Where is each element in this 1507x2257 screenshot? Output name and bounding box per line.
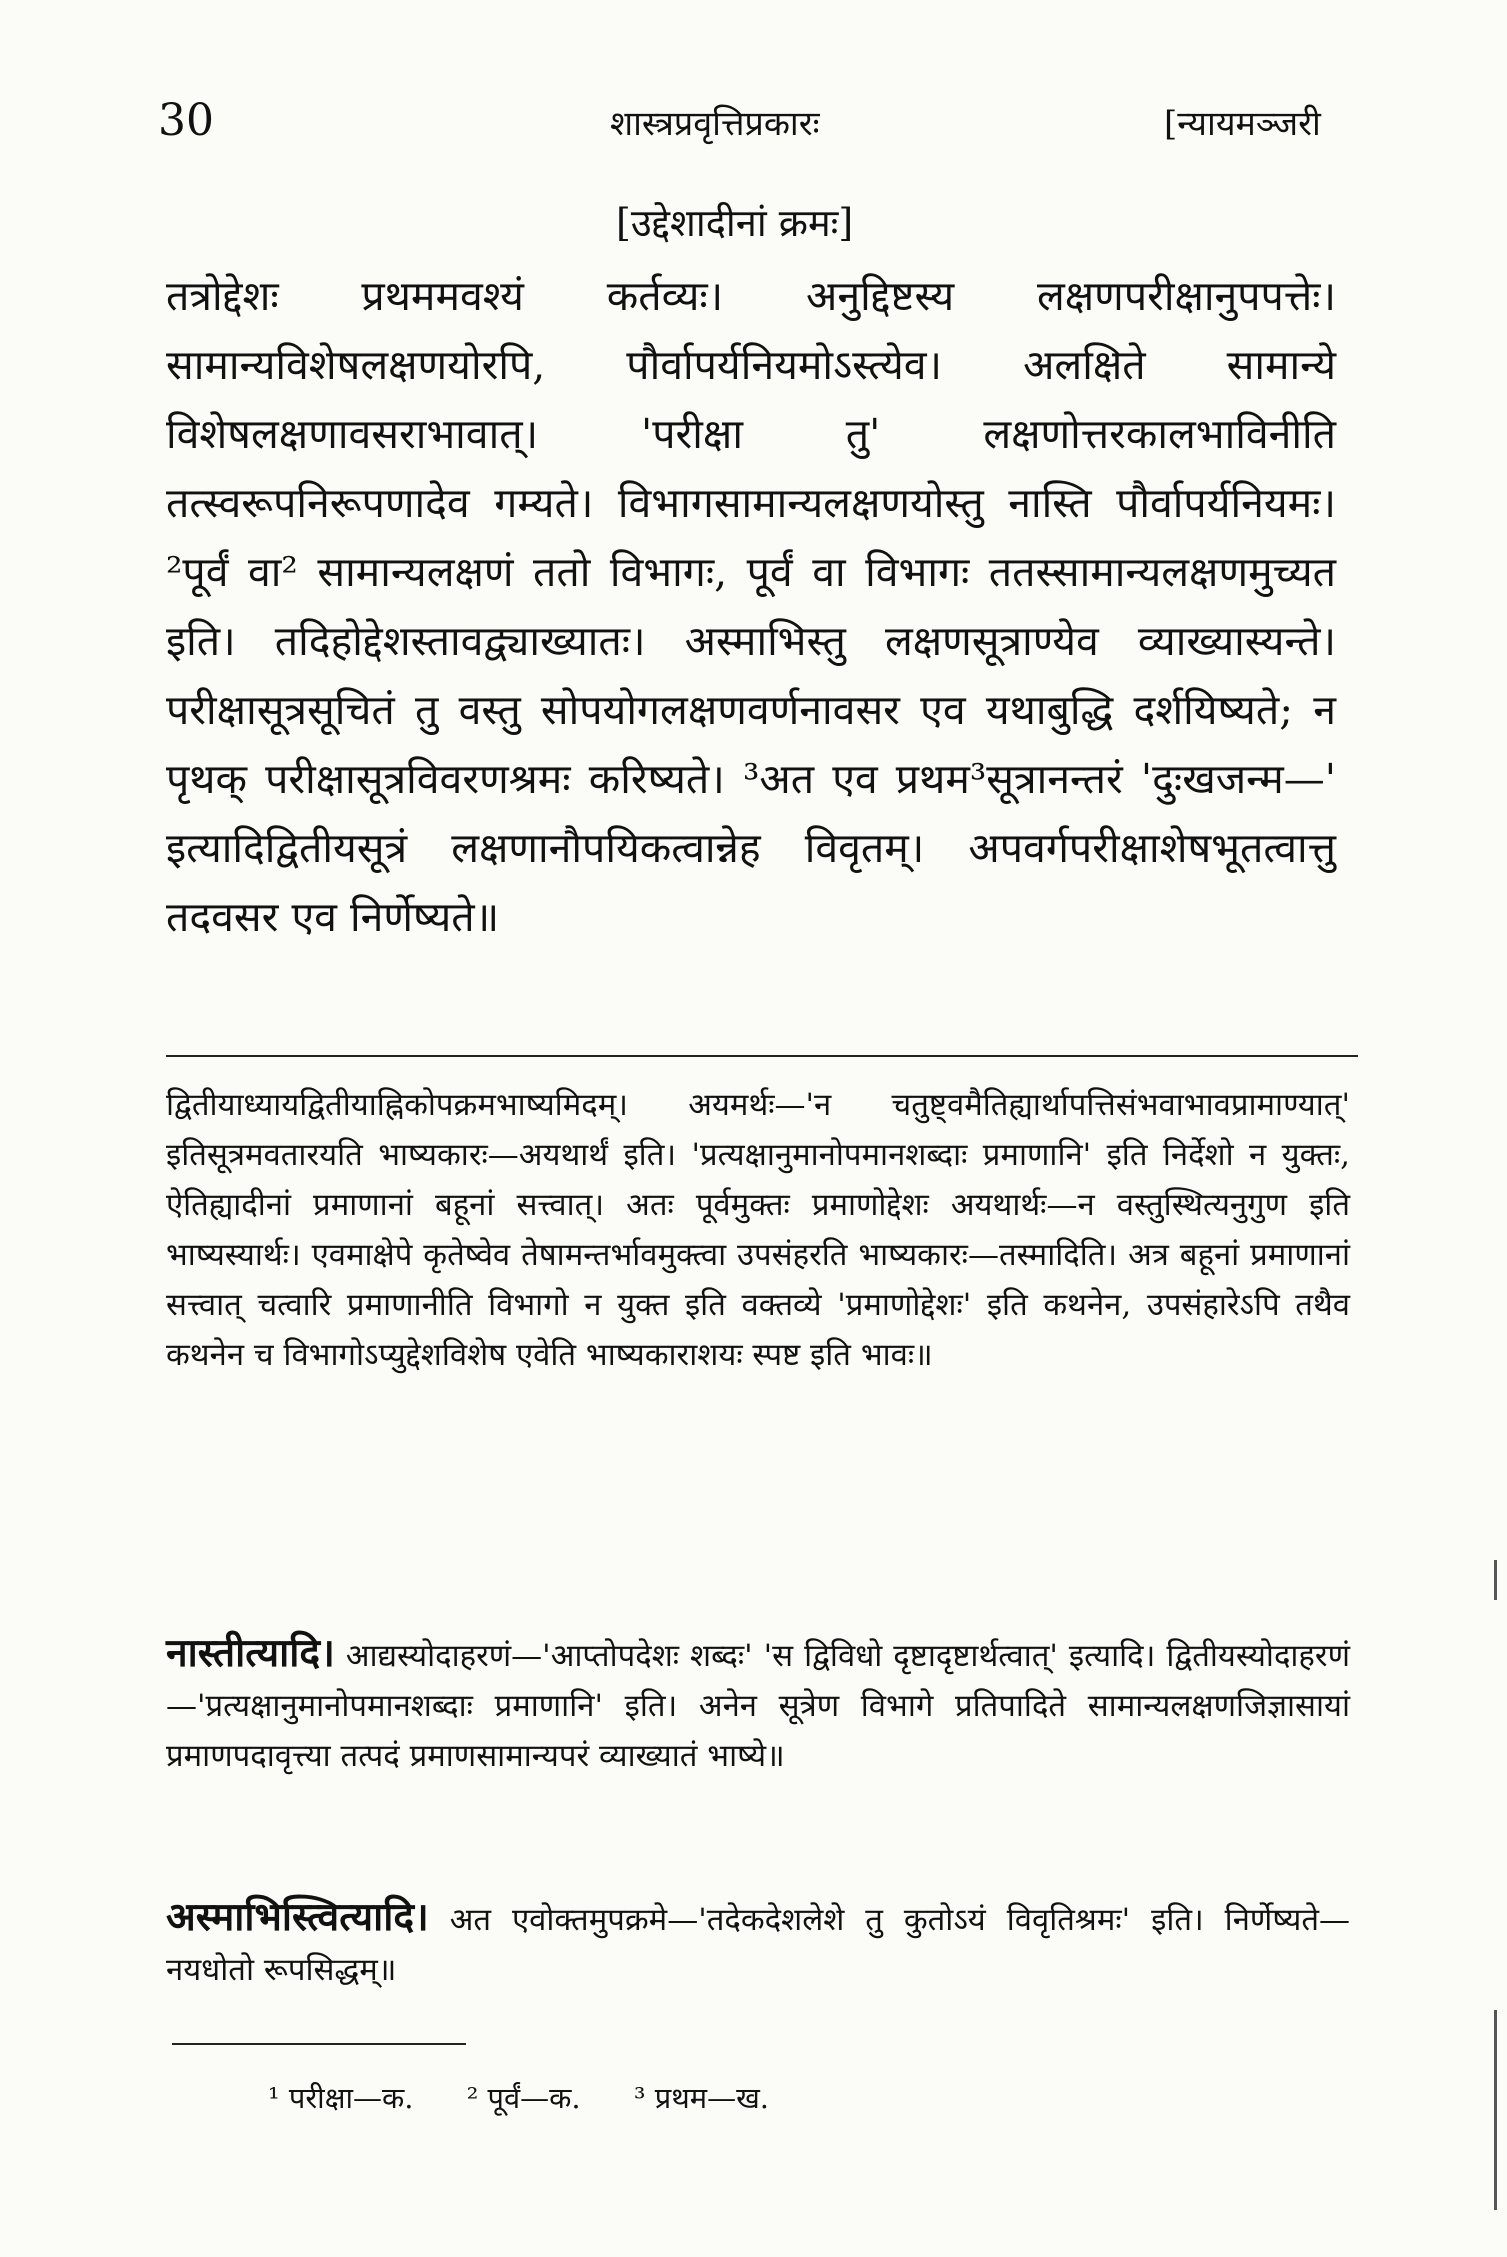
book-title: [न्यायमञ्जरी <box>1164 104 1321 144</box>
commentary-body: अत एवोक्तमुपक्रमे—'तदेकदेशलेशे तु कुतोऽयं विवृतिश्रमः' इति। निर्णेष्यते—नयधोतो रूपसिद्धम्॥ <box>166 1902 1350 1988</box>
page-number: 30 <box>158 95 214 146</box>
running-title: शास्त्रप्रवृत्तिप्रकारः <box>610 104 820 144</box>
commentary-body: आद्यस्योदाहरणं—'आप्तोपदेशः शब्दः' 'स द्विविधो दृष्टादृष्टार्थत्वात्' इत्यादि। द्वितीयस्योदाहरणं—'प्रत्यक्षानुमानोपमानशब्दाः प्रमाणानि' इति। अनेन सूत्रेण विभागे प्रतिपादिते सामान्यलक्षणजिज्ञासायां प्रमाणपदावृत्त्या तत्पदं प्रमाणसामान्यपरं व्याख्यातं भाष्ये॥ <box>166 1638 1350 1774</box>
commentary-divider <box>166 1055 1358 1057</box>
footnote: ² पूर्वं—क. <box>466 2081 581 2115</box>
footnote: ³ प्रथम—ख. <box>633 2081 770 2115</box>
commentary-paragraph <box>166 1892 1350 1995</box>
main-text-paragraph: तत्रोद्देशः प्रथममवश्यं कर्तव्यः। अनुद्दिष्टस्य लक्षणपरीक्षानुपपत्तेः। सामान्यविशेषलक्षणयोरपि, पौर्वापर्यनियमोऽस्त्येव। अलक्षिते सामान्ये विशेषलक्षणावसराभावात्। 'परीक्षा तु' लक्षणोत्तरकालभाविनीति तत्स्वरूपनिरूपणादेव गम्यते। विभागसामान्यलक्षणयोस्तु नास्ति पौर्वापर्यनियमः। ²पूर्वं वा² सामान्यलक्षणं ततो विभागः, पूर्वं वा विभागः ततस्सामान्यलक्षणमुच्यत इति। तदिहोद्देशस्तावद्व्याख्यातः। अस्माभिस्तु लक्षणसूत्राण्येव व्याख्यास्यन्ते। परीक्षासूत्रसूचितं तु वस्तु सोपयोगलक्षणवर्णनावसर एव यथाबुद्धि दर्शयिष्यते; न पृथक् परीक्षासूत्रविवरणश्रमः करिष्यते। ³अत एव प्रथम³सूत्रानन्तरं 'दुःखजन्म—' इत्यादिद्वितीयसूत्रं लक्षणानौपयिकत्वान्नेह विवृतम्। अपवर्गपरीक्षाशेषभूतत्वात्तु तदवसर एव निर्णेष्यते॥ <box>166 272 1336 941</box>
footnote: ¹ परीक्षा—क. <box>268 2081 414 2115</box>
commentary-paragraph <box>166 1080 1350 1380</box>
commentary-body: द्वितीयाध्यायद्वितीयाह्निकोपक्रमभाष्यमिदम्। अयमर्थः—'न चतुष्ट्वमैतिह्यार्थापत्तिसंभवाभावप्रामाण्यात्' इतिसूत्रमवतारयति भाष्यकारः—अयथार्थं इति। 'प्रत्यक्षानुमानोपमानशब्दाः प्रमाणानि' इति निर्देशो न युक्तः, ऐतिह्यादीनां प्रमाणानां बहूनां सत्त्वात्। अतः पूर्वमुक्तः प्रमाणोद्देशः अयथार्थः—न वस्तुस्थित्यनुगुण इति भाष्यस्यार्थः। एवमाक्षेपे कृतेष्वेव तेषामन्तर्भावमुक्त्वा उपसंहरति भाष्यकारः—तस्मादिति। अत्र बहूनां प्रमाणानां सत्त्वात् चत्वारि प्रमाणानीति विभागो न युक्त इति वक्तव्ये 'प्रमाणोद्देशः' इति कथनेन, उपसंहारेऽपि तथैव कथनेन च विभागोऽप्युद्देशविशेष एवेति भाष्यकाराशयः स्पष्ट इति भावः॥ <box>166 1087 1350 1373</box>
commentary-lead: नास्तीत्यादि। <box>166 1630 335 1676</box>
footnotes <box>268 2078 813 2117</box>
scan-edge-mark <box>1494 2010 1497 2210</box>
footnote-divider <box>172 2043 466 2045</box>
section-heading: [उद्देशादीनां क्रमः] <box>616 201 854 245</box>
scan-edge-mark <box>1494 1560 1497 1600</box>
commentary-paragraph <box>166 1628 1350 1781</box>
commentary-lead: अस्माभिस्त्वित्यादि। <box>166 1894 429 1940</box>
